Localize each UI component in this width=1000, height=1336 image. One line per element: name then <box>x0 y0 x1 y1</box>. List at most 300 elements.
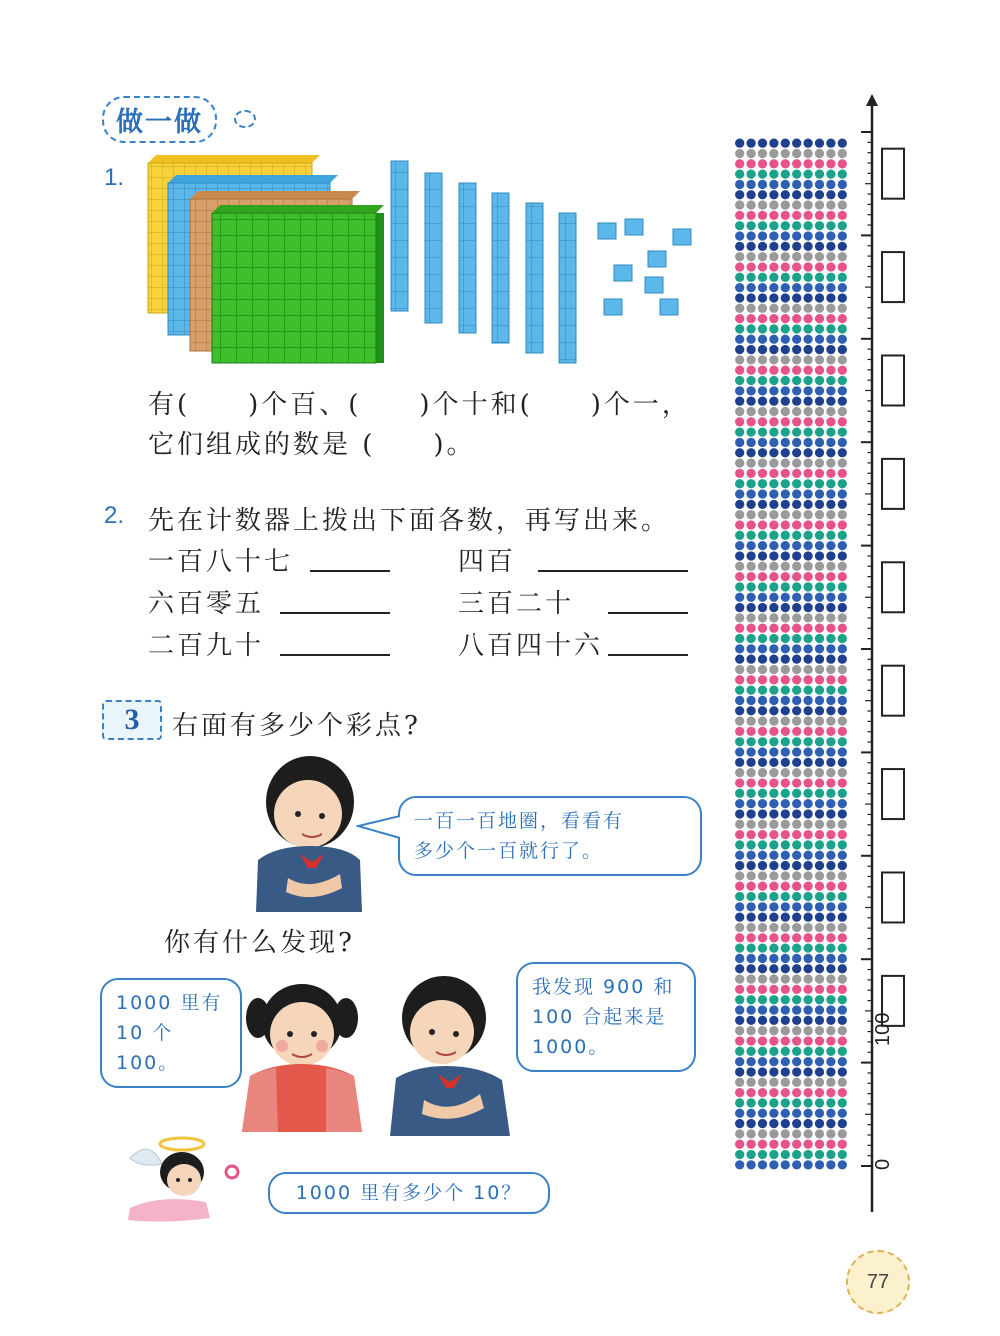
colored-dot <box>815 572 824 581</box>
colored-dot <box>769 882 778 891</box>
colored-dot <box>792 252 801 261</box>
page-number-badge <box>846 1250 910 1314</box>
answer-blank[interactable] <box>280 628 390 656</box>
colored-dot <box>815 954 824 963</box>
colored-dot <box>746 974 755 983</box>
colored-dot <box>803 830 812 839</box>
colored-dot <box>792 572 801 581</box>
colored-dot <box>746 634 755 643</box>
colored-dot <box>746 1005 755 1014</box>
colored-dot <box>758 768 767 777</box>
colored-dot <box>758 789 767 798</box>
colored-dot <box>803 913 812 922</box>
colored-dot <box>781 531 790 540</box>
colored-dot <box>735 954 744 963</box>
colored-dot <box>735 386 744 395</box>
colored-dot <box>769 335 778 344</box>
colored-dot <box>781 314 790 323</box>
q2-item: 八百四十六 <box>458 631 604 661</box>
colored-dot <box>781 778 790 787</box>
colored-dot <box>792 149 801 158</box>
colored-dot <box>815 345 824 354</box>
colored-dot <box>792 324 801 333</box>
colored-dot <box>758 200 767 209</box>
colored-dot <box>781 1150 790 1159</box>
colored-dot <box>803 1119 812 1128</box>
colored-dot <box>781 1109 790 1118</box>
colored-dot <box>781 696 790 705</box>
colored-dot <box>746 211 755 220</box>
colored-dot <box>792 778 801 787</box>
colored-dot <box>792 1109 801 1118</box>
colored-dot <box>746 1098 755 1107</box>
colored-dot <box>781 995 790 1004</box>
colored-dot <box>758 531 767 540</box>
colored-dot <box>815 582 824 591</box>
colored-dot <box>815 964 824 973</box>
colored-dot <box>781 727 790 736</box>
colored-dot <box>826 943 835 952</box>
colored-dot <box>769 871 778 880</box>
colored-dot <box>826 200 835 209</box>
colored-dot <box>769 510 778 519</box>
colored-dot <box>815 1098 824 1107</box>
colored-dot <box>746 902 755 911</box>
colored-dot <box>815 716 824 725</box>
colored-dot <box>758 500 767 509</box>
colored-dot <box>781 851 790 860</box>
colored-dot <box>746 397 755 406</box>
colored-dot <box>792 644 801 653</box>
colored-dot <box>781 1140 790 1149</box>
colored-dot <box>826 572 835 581</box>
answer-blank[interactable] <box>310 544 390 572</box>
colored-dot <box>735 572 744 581</box>
colored-dot <box>769 458 778 467</box>
colored-dot <box>781 861 790 870</box>
colored-dot <box>781 139 790 148</box>
colored-dot <box>826 603 835 612</box>
colored-dot <box>735 809 744 818</box>
colored-dot <box>769 500 778 509</box>
colored-dot <box>746 624 755 633</box>
colored-dot <box>826 1067 835 1076</box>
colored-dot <box>792 531 801 540</box>
colored-dot <box>735 293 744 302</box>
colored-dot <box>758 345 767 354</box>
colored-dot <box>803 634 812 643</box>
tag-tail-icon <box>234 110 256 128</box>
ruler-answer-box[interactable] <box>882 149 904 199</box>
colored-dot <box>815 675 824 684</box>
colored-dot <box>769 1109 778 1118</box>
colored-dot <box>746 366 755 375</box>
colored-dot <box>746 438 755 447</box>
colored-dot <box>769 974 778 983</box>
colored-dot <box>735 675 744 684</box>
colored-dot <box>769 1088 778 1097</box>
colored-dot <box>792 1026 801 1035</box>
colored-dot <box>735 231 744 240</box>
ruler-answer-box[interactable] <box>882 252 904 302</box>
colored-dot <box>815 1160 824 1169</box>
colored-dot <box>815 933 824 942</box>
boy2-speech-bubble <box>516 962 696 1072</box>
colored-dot <box>815 861 824 870</box>
ruler-answer-box[interactable] <box>882 562 904 612</box>
colored-dot <box>781 809 790 818</box>
colored-dot <box>815 593 824 602</box>
colored-dot <box>781 706 790 715</box>
colored-dot <box>826 500 835 509</box>
section-tag-label: 做一做 <box>116 107 203 138</box>
colored-dot <box>746 562 755 571</box>
colored-dot <box>735 221 744 230</box>
discover-prompt: 你有什么发现? <box>164 928 355 958</box>
colored-dot <box>758 562 767 571</box>
colored-dot <box>781 655 790 664</box>
colored-dot <box>758 386 767 395</box>
colored-dot <box>735 758 744 767</box>
colored-dot <box>735 727 744 736</box>
colored-dot <box>815 366 824 375</box>
colored-dot <box>792 293 801 302</box>
colored-dot <box>826 273 835 282</box>
colored-dot <box>758 964 767 973</box>
colored-dot <box>781 840 790 849</box>
colored-dot <box>781 758 790 767</box>
colored-dot <box>746 789 755 798</box>
colored-dot <box>826 809 835 818</box>
colored-dot <box>769 1098 778 1107</box>
colored-dot <box>792 159 801 168</box>
colored-dot <box>781 871 790 880</box>
colored-dot <box>803 1047 812 1056</box>
colored-dot <box>746 1067 755 1076</box>
colored-dot <box>803 820 812 829</box>
colored-dot <box>781 943 790 952</box>
colored-dot <box>746 283 755 292</box>
colored-dot <box>803 1057 812 1066</box>
colored-dot <box>792 139 801 148</box>
colored-dot <box>769 789 778 798</box>
colored-dot <box>803 293 812 302</box>
colored-dot <box>815 190 824 199</box>
colored-dot <box>781 1098 790 1107</box>
colored-dot <box>746 778 755 787</box>
colored-dot <box>815 778 824 787</box>
colored-dot <box>815 458 824 467</box>
colored-dot <box>758 1129 767 1138</box>
colored-dot <box>803 716 812 725</box>
colored-dot <box>792 716 801 725</box>
colored-dot <box>746 417 755 426</box>
colored-dot <box>792 1140 801 1149</box>
colored-dot <box>815 655 824 664</box>
colored-dot <box>769 1140 778 1149</box>
colored-dot <box>769 933 778 942</box>
colored-dot <box>792 376 801 385</box>
colored-dot <box>769 324 778 333</box>
colored-dot <box>781 231 790 240</box>
colored-dot <box>735 500 744 509</box>
colored-dot <box>826 366 835 375</box>
colored-dot <box>735 190 744 199</box>
colored-dot <box>826 768 835 777</box>
colored-dot <box>758 1109 767 1118</box>
colored-dot <box>769 995 778 1004</box>
colored-dot <box>758 397 767 406</box>
colored-dot <box>826 737 835 746</box>
colored-dot <box>769 304 778 313</box>
colored-dot <box>758 974 767 983</box>
colored-dot <box>781 221 790 230</box>
colored-dot <box>735 335 744 344</box>
colored-dot <box>758 747 767 756</box>
colored-dot <box>826 427 835 436</box>
colored-dot <box>803 1129 812 1138</box>
ruler-label-0: 0 <box>872 1158 894 1170</box>
ruler-answer-box[interactable] <box>882 355 904 405</box>
colored-dot <box>735 562 744 571</box>
colored-dot <box>746 1119 755 1128</box>
colored-dot <box>746 448 755 457</box>
colored-dot <box>803 665 812 674</box>
colored-dot <box>746 355 755 364</box>
colored-dot <box>746 799 755 808</box>
q1-line1: 有( )个百、( )个十和( )个一， <box>148 390 691 420</box>
section-tag <box>102 96 217 143</box>
colored-dot <box>781 1057 790 1066</box>
colored-dot <box>769 840 778 849</box>
colored-dot <box>746 324 755 333</box>
colored-dot <box>746 242 755 251</box>
colored-dot <box>746 954 755 963</box>
colored-dot <box>815 995 824 1004</box>
colored-dot <box>826 964 835 973</box>
colored-dot <box>826 1160 835 1169</box>
colored-dot <box>746 933 755 942</box>
colored-dot <box>826 1140 835 1149</box>
colored-dot <box>758 593 767 602</box>
colored-dot <box>803 562 812 571</box>
colored-dot <box>735 1078 744 1087</box>
colored-dot <box>746 221 755 230</box>
ruler-answer-box[interactable] <box>882 666 904 716</box>
colored-dot <box>781 386 790 395</box>
colored-dot <box>803 231 812 240</box>
colored-dot <box>758 861 767 870</box>
colored-dot <box>735 995 744 1004</box>
colored-dot <box>769 1016 778 1025</box>
colored-dot <box>758 335 767 344</box>
colored-dot <box>815 1119 824 1128</box>
colored-dot <box>826 985 835 994</box>
q2-item: 二百九十 <box>148 631 265 661</box>
colored-dot <box>781 500 790 509</box>
colored-dot <box>781 634 790 643</box>
colored-dot <box>769 417 778 426</box>
answer-blank[interactable] <box>608 586 688 614</box>
colored-dot <box>826 892 835 901</box>
colored-dot <box>769 221 778 230</box>
colored-dot <box>735 1129 744 1138</box>
colored-dot <box>746 1026 755 1035</box>
ruler-answer-box[interactable] <box>882 459 904 509</box>
colored-dot <box>769 1150 778 1159</box>
colored-dot <box>792 541 801 550</box>
colored-dot <box>735 273 744 282</box>
colored-dot <box>803 593 812 602</box>
colored-dot <box>792 727 801 736</box>
colored-dot <box>746 159 755 168</box>
colored-dot <box>769 593 778 602</box>
colored-dot <box>781 469 790 478</box>
colored-dot <box>746 231 755 240</box>
colored-dot <box>746 200 755 209</box>
colored-dot <box>781 613 790 622</box>
colored-dot <box>803 417 812 426</box>
colored-dot <box>735 551 744 560</box>
colored-dot <box>746 551 755 560</box>
colored-dot <box>769 624 778 633</box>
colored-dot <box>735 149 744 158</box>
colored-dot <box>815 1057 824 1066</box>
colored-dot <box>826 252 835 261</box>
colored-dot <box>792 747 801 756</box>
colored-dot <box>803 1150 812 1159</box>
colored-dot <box>758 1005 767 1014</box>
colored-dot <box>792 366 801 375</box>
colored-dot <box>746 458 755 467</box>
colored-dot <box>815 273 824 282</box>
colored-dot <box>826 345 835 354</box>
colored-dot <box>769 861 778 870</box>
colored-dot <box>826 541 835 550</box>
colored-dot <box>735 1036 744 1045</box>
colored-dot <box>826 902 835 911</box>
colored-dot <box>781 200 790 209</box>
colored-dot <box>746 1088 755 1097</box>
colored-dot <box>746 510 755 519</box>
colored-dot <box>792 520 801 529</box>
colored-dot <box>781 149 790 158</box>
colored-dot <box>758 221 767 230</box>
colored-dot <box>769 706 778 715</box>
colored-dot <box>781 407 790 416</box>
colored-dot <box>792 417 801 426</box>
ruler-answer-box[interactable] <box>882 872 904 922</box>
colored-dot <box>758 304 767 313</box>
colored-dot <box>758 211 767 220</box>
q1-line2: 它们组成的数是 ( )。 <box>148 430 476 460</box>
colored-dot <box>758 737 767 746</box>
colored-dot <box>815 747 824 756</box>
colored-dot <box>781 345 790 354</box>
colored-dot <box>769 799 778 808</box>
colored-dot <box>758 469 767 478</box>
colored-dot <box>792 1016 801 1025</box>
colored-dot <box>792 262 801 271</box>
colored-dot <box>826 727 835 736</box>
colored-dot <box>792 438 801 447</box>
colored-dot <box>746 1140 755 1149</box>
answer-blank[interactable] <box>608 628 688 656</box>
colored-dot <box>781 479 790 488</box>
colored-dot <box>758 716 767 725</box>
colored-dot <box>826 397 835 406</box>
colored-dot <box>781 458 790 467</box>
colored-dot <box>781 789 790 798</box>
colored-dot <box>803 685 812 694</box>
colored-dot <box>803 159 812 168</box>
answer-blank[interactable] <box>280 586 390 614</box>
colored-dot <box>815 139 824 148</box>
colored-dot <box>781 438 790 447</box>
colored-dot <box>746 139 755 148</box>
colored-dot <box>815 851 824 860</box>
colored-dot <box>758 1150 767 1159</box>
colored-dot <box>735 943 744 952</box>
colored-dot <box>758 180 767 189</box>
colored-dot <box>735 417 744 426</box>
answer-blank[interactable] <box>538 544 688 572</box>
ruler-answer-box[interactable] <box>882 769 904 819</box>
colored-dot <box>735 262 744 271</box>
colored-dot <box>792 861 801 870</box>
colored-dot <box>803 190 812 199</box>
colored-dot <box>815 510 824 519</box>
colored-dot <box>746 593 755 602</box>
colored-dot <box>826 716 835 725</box>
colored-dot <box>769 943 778 952</box>
colored-dot <box>735 1109 744 1118</box>
colored-dot <box>803 882 812 891</box>
colored-dot <box>758 892 767 901</box>
colored-dot <box>769 572 778 581</box>
angel-illustration <box>110 1128 250 1228</box>
colored-dot <box>792 809 801 818</box>
colored-dot <box>758 1026 767 1035</box>
colored-dot <box>803 1026 812 1035</box>
colored-dot <box>758 252 767 261</box>
colored-dot <box>746 665 755 674</box>
angel-speech-bubble <box>268 1172 550 1214</box>
colored-dot <box>769 448 778 457</box>
colored-dot <box>735 200 744 209</box>
colored-dot <box>803 923 812 932</box>
colored-dot <box>826 139 835 148</box>
colored-dot <box>735 1098 744 1107</box>
colored-dot <box>758 376 767 385</box>
colored-dot <box>769 634 778 643</box>
colored-dot <box>781 1088 790 1097</box>
colored-dot <box>792 634 801 643</box>
colored-dot <box>746 169 755 178</box>
colored-dot <box>769 1160 778 1169</box>
colored-dot <box>746 304 755 313</box>
colored-dot <box>781 324 790 333</box>
colored-dot <box>781 665 790 674</box>
colored-dot <box>758 139 767 148</box>
colored-dot <box>769 1026 778 1035</box>
angel-bubble-text: 1000 里有多少个 10？ <box>295 1182 523 1204</box>
colored-dot <box>781 397 790 406</box>
colored-dot <box>792 995 801 1004</box>
colored-dot <box>758 551 767 560</box>
colored-dot <box>781 593 790 602</box>
colored-dot <box>735 169 744 178</box>
